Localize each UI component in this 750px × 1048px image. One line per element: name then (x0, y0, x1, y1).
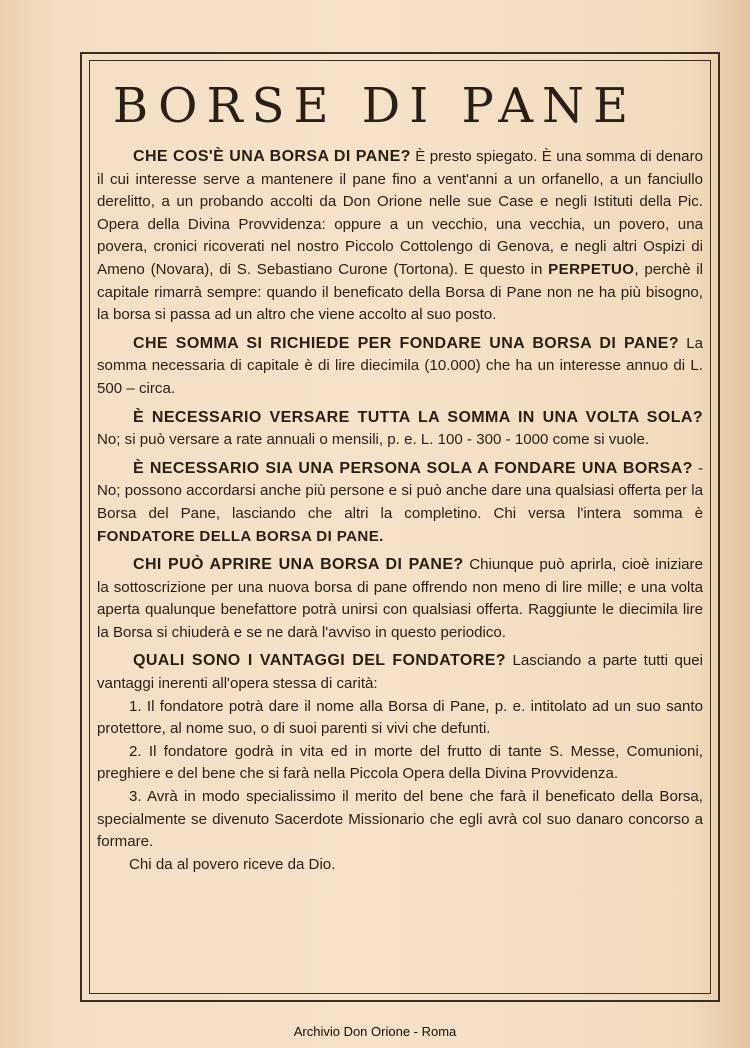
paragraph-what-is (97, 146, 703, 327)
emphasis-text: PERPETUO (548, 260, 635, 278)
article-body (97, 146, 703, 876)
paragraph-all-at-once (97, 407, 703, 452)
paragraph-text: La somma necessaria di capitale è di lire diecimila (10.000) che ha un interesse annuo di L. 500 – circa. (97, 334, 703, 397)
paragraph-who-can-open (97, 554, 703, 644)
question-heading: CHI PUÒ APRIRE UNA BORSA DI PANE? (133, 556, 464, 574)
paragraph-text: No; si può versare a rate annuali o mensili, p. e. L. 100 - 300 - 1000 come si vuole. (97, 431, 650, 449)
paragraph-text: , perchè il capitale rimarrà sempre: quando il beneficato della Borsa di Pane non ne ha più bisogno, la borsa si passa ad un altro che viene accolto al suo posto. (97, 260, 703, 324)
paragraph-how-much (97, 333, 703, 401)
question-heading: CHE COS'È UNA BORSA DI PANE? (133, 148, 411, 165)
question-heading: È NECESSARIO SIA UNA PERSONA SOLA A FONDARE UNA BORSA? (133, 459, 693, 477)
paragraph-single-person (97, 458, 703, 548)
paragraph-text: È presto spiegato. È una somma di denaro il cui interesse serve a mantenere il pane fino a vent'anni a un orfanello, a un fanciullo derelitto, a un probando accolti da Don Orione nelle sue Case e negli Istituti della Pic. Opera della Divina Provvidenza: oppure a un vecchio, una vecchia, un povero, una povera, cronici ricoverati nel nostro Piccolo Cottolengo di Genova, e negli altri Ospizi di Ameno (Novara), di S. Sebastiano Curone (Tortona). E questo in (97, 148, 703, 278)
question-heading: CHE SOMMA SI RICHIEDE PER FONDARE UNA BORSA DI PANE? (133, 334, 680, 352)
paragraph-advantages (97, 650, 703, 695)
page-title: BORSE DI PANE (112, 78, 638, 134)
emphasis-text: FONDATORE DELLA BORSA DI PANE. (97, 527, 384, 545)
list-item: 1. Il fondatore potrà dare il nome alla Borsa di Pane, p. e. intitolato ad un suo santo protettore, al nome suo, o di suoi parenti si vivi che defunti. (97, 697, 703, 738)
paragraph-text: Chiunque può aprirla, cioè iniziare la sottoscrizione per una nuova borsa di pane offrendo non meno di lire mille; e una volta aperta qualunque benefattore potrà unirsi con qualsiasi offerta. Raggiunte le diecimila lire la Borsa si chiuderà e se ne darà l'avviso in questo periodico. (97, 556, 703, 641)
paragraph-text: - No; possono accordarsi anche più persone e si può anche dare una qualsiasi offerta per la Borsa del Pane, lasciando che altri la completino. Chi versa l'intera somma è (97, 459, 703, 522)
paragraph-text: Lasciando a parte tutti quei vantaggi inerenti all'opera stessa di carità: (97, 652, 703, 693)
list-item: 2. Il fondatore godrà in vita ed in morte del frutto di tante S. Messe, Comunioni, preghiere e del bene che si farà nella Piccola Opera della Divina Provvidenza. (97, 742, 703, 783)
archive-caption: Archivio Don Orione - Roma (293, 1024, 457, 1039)
list-item: 3. Avrà in modo specialissimo il merito del bene che farà il beneficato della Borsa, specialmente se divenuto Sacerdote Missionario che egli avrà col suo danaro concorso a formare. (97, 788, 703, 851)
question-heading: QUALI SONO I VANTAGGI DEL FONDATORE? (133, 652, 506, 670)
question-heading: È NECESSARIO VERSARE TUTTA LA SOMMA IN UNA VOLTA SOLA? (133, 408, 703, 426)
closing-line: Chi da al povero riceve da Dio. (129, 855, 336, 873)
